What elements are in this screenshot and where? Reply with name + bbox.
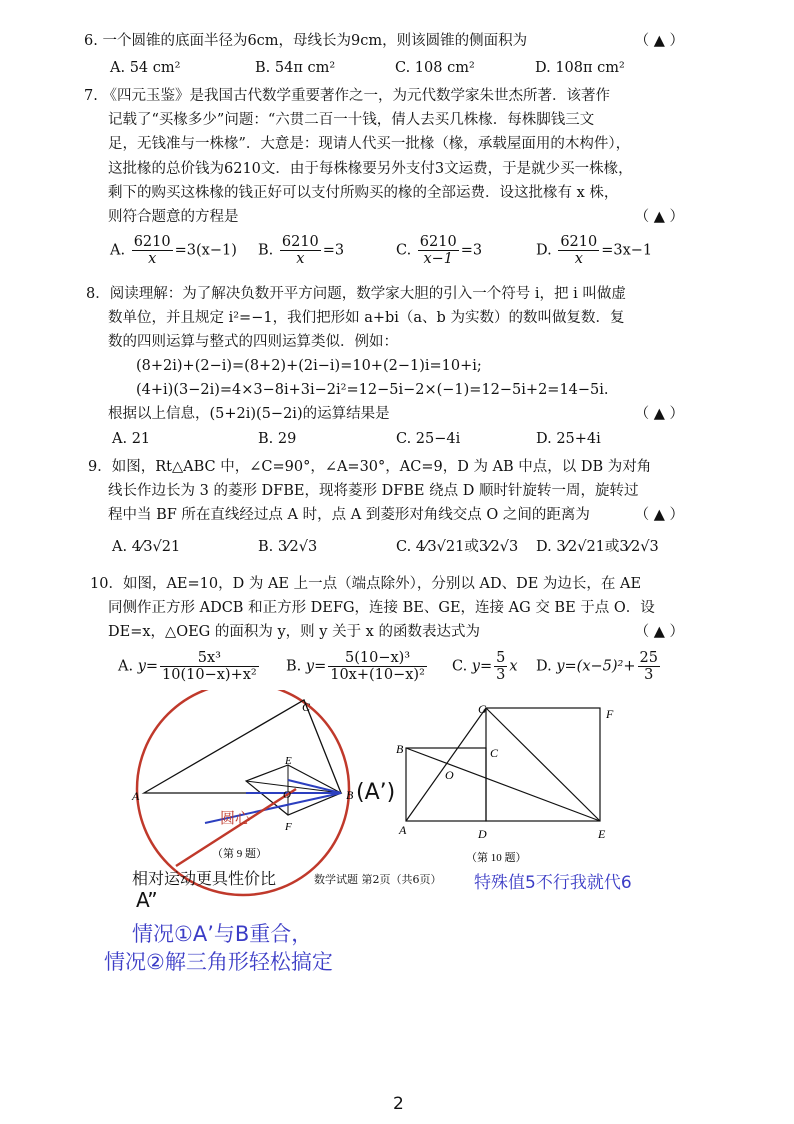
q8-example-1: (8+2i)+(2−i)=(8+2)+(2i−i)=10+(2−1)i=10+i; (136, 358, 482, 374)
hand-left-line: 相对运动更具性价比 (132, 869, 277, 888)
hand-case-1: 情况①A’与B重合， (132, 922, 313, 946)
fig10-label-e: E (598, 827, 606, 841)
q7-line-6: 则符合题意的方程是 （ ▲ ） (108, 205, 684, 229)
hand-a-prime: (A’) (356, 780, 396, 805)
q9-line-3: 程中当 BF 所在直线经过点 A 时，点 A 到菱形对角线交点 O 之间的距离为 （ ▲ ） (108, 503, 684, 527)
fig10-caption: （第 10 题） (466, 852, 527, 864)
fig9-hand-center: 圆心 (220, 809, 251, 827)
triangle-abc (144, 700, 341, 793)
q8-example-2: (4+i)(3−2i)=4×3−8i+3i−2i²=12−5i−2×(−1)=12−5i+2=14−5i. (136, 382, 609, 398)
q6-stem: 6. 一个圆锥的底面半径为6cm，母线长为9cm，则该圆锥的侧面积为 （ ▲ ） (84, 29, 684, 53)
fig10-label-o: O (445, 768, 454, 782)
line-ag (406, 708, 486, 821)
page-number: 2 (393, 1094, 404, 1114)
q10-line-2: 同侧作正方形 ADCB 和正方形 DEFG，连接 BE、GE，连接 AG 交 BE 于点 O．设 (108, 600, 655, 616)
fig9-label-b: B (346, 788, 354, 802)
q8-option-a: A. 21 (112, 431, 151, 447)
line-ge (486, 708, 600, 821)
q7-line-4: 这批椽的总价钱为6210文．由于每株椽要另外支付3文运费，于是就少买一株椽， (108, 161, 633, 177)
fig10-label-b: B (396, 742, 404, 756)
fig9-label-c: C (302, 700, 311, 714)
q7-line-3: 足，无钱准与一株椽”．大意是：现请人代买一批椽（椽，承载屋面用的木构件）， (108, 136, 631, 152)
page-footer: 数学试题 第2页（共6页） (314, 873, 442, 886)
q7-option-b: B. $\frac{6210}{x}$ =3 (258, 234, 345, 267)
q10-answer-blank: （ ▲ ） (634, 624, 684, 640)
q7-line-2: 记载了“买椽多少”问题：“六贯二百一十钱，倩人去买几株椽．每株脚钱三文 (108, 112, 595, 128)
q10-line-1: 10．如图，AE=10，D 为 AE 上一点（端点除外），分别以 AD、DE 为边长，在 AE (90, 576, 642, 592)
blue-segment-3 (288, 780, 341, 793)
q6-answer-blank: （ ▲ ） (634, 33, 684, 49)
q9-option-c: C. 4⁄3√21或3⁄2√3 (396, 539, 519, 555)
fig9-label-e: E (285, 755, 292, 767)
q6-option-c: C. 108 cm² (395, 60, 475, 76)
q10-line-3: DE=x，△OEG 的面积为 y，则 y 关于 x 的函数表达式为 （ ▲ ） (108, 620, 684, 644)
figure-10 (392, 696, 622, 868)
q6-option-a: A. 54 cm² (110, 60, 181, 76)
hand-a-double-prime: A” (136, 888, 158, 912)
fig10-label-d: D (478, 827, 487, 841)
q6-option-d: D. 108π cm² (535, 60, 625, 76)
q8-line-3: 数的四则运算与整式的四则运算类似．例如： (108, 334, 398, 350)
q7-option-a: A. $\frac{6210}{x}$ =3(x−1) (110, 234, 237, 267)
fig9-label-o: O (283, 789, 291, 801)
q10-option-c: C. y= $\frac{5}{3}$ x (452, 650, 518, 683)
q7-line-1: 7. 《四元玉鉴》是我国古代数学重要著作之一，为元代数学家朱世杰所著．该著作 (84, 88, 610, 104)
fig10-label-c: C (490, 746, 499, 760)
fig9-caption: （第 9 题） (212, 848, 267, 860)
q10-option-a: A. y= $\frac{\text{5x³}}{\text{10(10−x)+x²}}$ (118, 650, 257, 683)
q10-option-d: D. y=(x−5)²+ $\frac{25}{3}$ (536, 650, 658, 683)
q8-answer-blank: （ ▲ ） (634, 406, 684, 422)
q8-line-1: 8．阅读理解：为了解决负数开平方问题，数学家大胆的引入一个符号 i，把 i 叫做虚 (86, 286, 626, 302)
q7-option-d: D. $\frac{6210}{x}$ =3x−1 (536, 234, 653, 267)
q8-option-b: B. 29 (258, 431, 297, 447)
q7-option-c: C. $\frac{6210}{x-1}$ =3 (396, 234, 483, 267)
q9-option-a: A. 4⁄3√21 (112, 539, 181, 555)
square-adcb (406, 748, 486, 821)
q9-option-d: D. 3⁄2√21或3⁄2√3 (536, 539, 659, 555)
fig9-label-f: F (285, 821, 292, 833)
q9-option-b: B. 3⁄2√3 (258, 539, 318, 555)
q7-answer-blank: （ ▲ ） (634, 209, 684, 225)
q6-option-b: B. 54π cm² (255, 60, 336, 76)
q9-answer-blank: （ ▲ ） (634, 507, 684, 523)
hand-case-2: 情况②解三角形轻松搞定 (104, 950, 333, 974)
hand-right-line: 特殊值5不行我就代6 (474, 873, 632, 893)
fig9-label-a: A (132, 789, 140, 803)
q7-line-5: 剩下的购买这株椽的钱正好可以支付所购买的椽的全部运费．设这批椽有 x 株， (108, 185, 619, 201)
q8-option-d: D. 25+4i (536, 431, 601, 447)
q8-option-c: C. 25−4i (396, 431, 461, 447)
q8-line-6: 根据以上信息，(5+2i)(5−2i)的运算结果是 （ ▲ ） (108, 402, 684, 426)
fig10-label-a: A (399, 823, 407, 837)
fig10-label-f: F (606, 707, 614, 721)
q10-option-b: B. y= $\frac{\text{5(10−x)³}}{\text{10x+(10−x)²}}$ (286, 650, 425, 683)
line-be (406, 748, 600, 821)
q9-line-1: 9．如图，Rt△ABC 中，∠C=90°，∠A=30°，AC=9，D 为 AB 中点，以 DB 为对角 (88, 459, 652, 475)
fig10-label-g: G (478, 702, 487, 716)
q8-line-2: 数单位，并且规定 i²=−1，我们把形如 a+bi（a、b 为实数）的数叫做复数．复 (108, 310, 625, 326)
q9-line-2: 线长作边长为 3 的菱形 DFBE，现将菱形 DFBE 绕点 D 顺时针旋转一周，旋转过 (108, 483, 639, 499)
